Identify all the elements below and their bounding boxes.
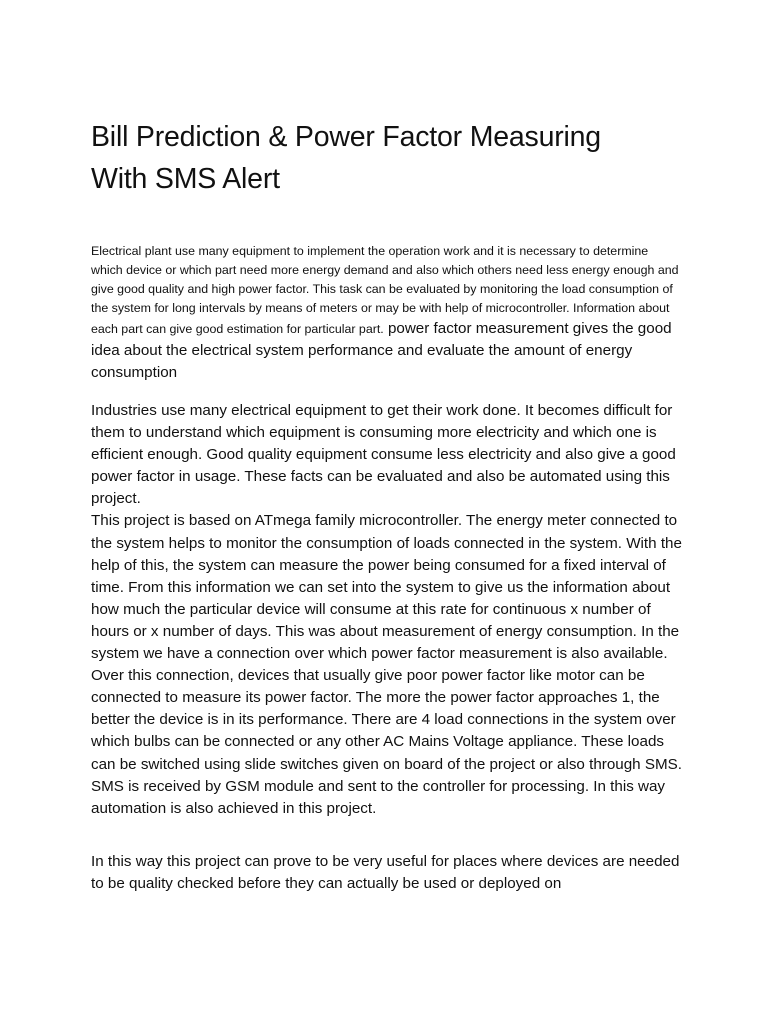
document-title xyxy=(91,116,691,200)
title-line-1: Bill Prediction & Power Factor Measuring xyxy=(91,121,601,153)
body-paragraph-2 xyxy=(91,400,691,820)
body-paragraph-3: In this way this project can prove to be very useful for places where devices are needed to be quality checked before they can actually be used or deployed on xyxy=(91,853,680,893)
intro-large-text: power factor measurement gives the good idea about the electrical system performance and evaluate the amount of energy consumption xyxy=(91,320,672,381)
body-paragraph-2b: This project is based on ATmega family microcontroller. The energy meter connected to the system helps to monitor the consumption of loads connected in the system. With the help of this, the system can measure the power being consumed for a fixed interval of time. From this information we can set into the system to give us the information about how much the particular device will consume at this rate for continuous x number of hours or x number of days. This was about measurement of energy consumption. In the system we have a connection over which power factor measurement is also available. Over this connection, devices that usually give poor power factor like motor can be connected to measure its power factor. The more the power factor approaches 1, the better the device is in its performance. There are 4 load connections in the system over which bulbs can be connected or any other AC Mains Voltage appliance. These loads can be switched using slide switches given on board of the project or also through SMS. SMS is received by GSM module and sent to the controller for processing. In this way automation is also achieved in this project. xyxy=(91,512,682,817)
body-paragraph-2a: Industries use many electrical equipment to get their work done. It becomes difficult for them to understand which equipment is consuming more electricity and which one is efficient enough. Good quality equipment consume less electricity and also give a good power factor in usage. These facts can be evaluated and also be automated using this project. xyxy=(91,402,676,508)
intro-small-text: Electrical plant use many equipment to implement the operation work and it is necessary to determine which device or which part need more energy demand and also which others need less energy enough and give good quality and high power factor. This task can be evaluated by monitoring the load consumption of the system for long intervals by means of meters or may be with help of microcontroller. Information about each part can give good estimation for particular part. xyxy=(91,244,679,336)
intro-paragraph xyxy=(91,242,681,384)
title-line-2: With SMS Alert xyxy=(91,163,280,195)
